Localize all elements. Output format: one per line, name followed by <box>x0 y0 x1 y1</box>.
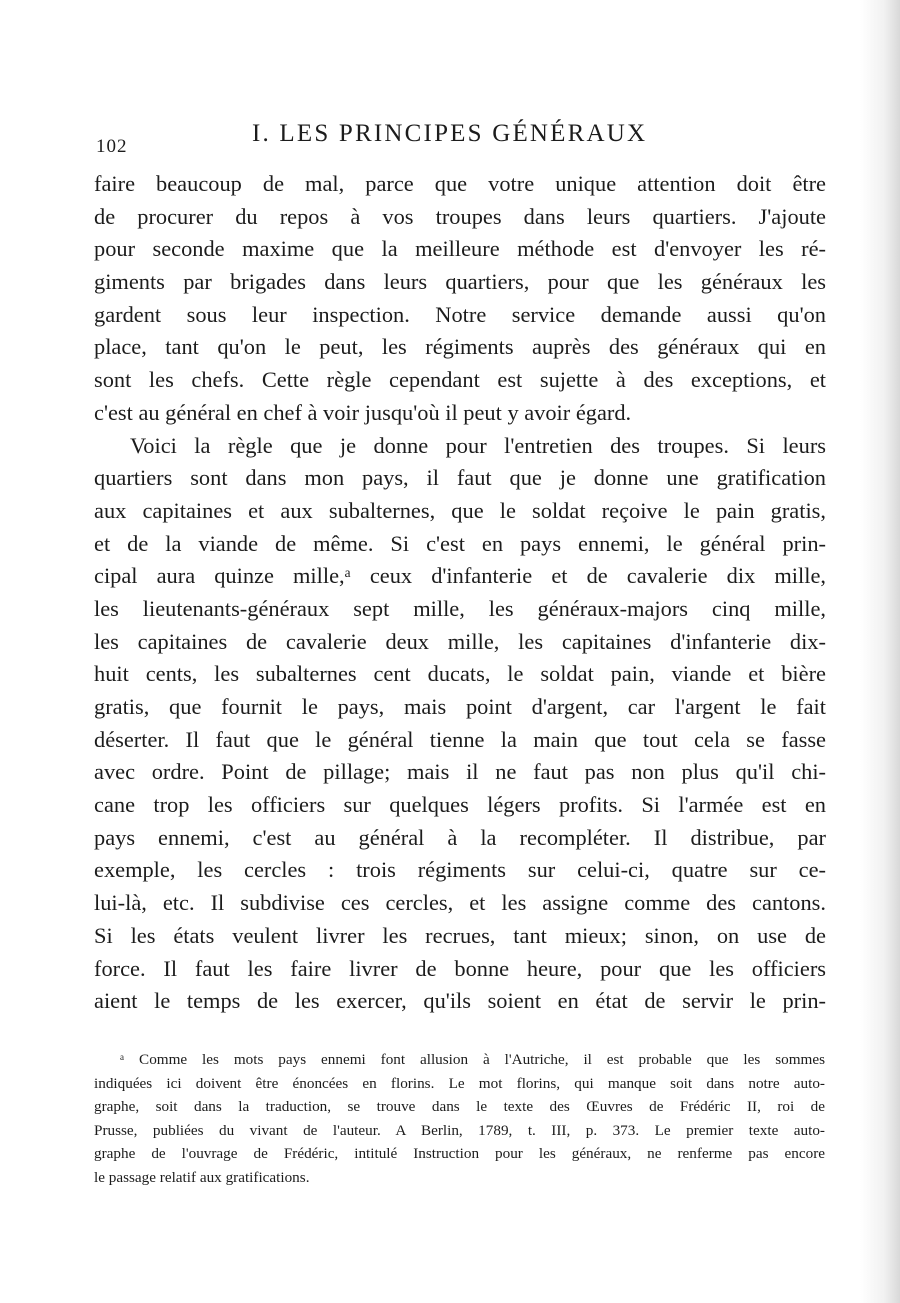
footnote-line: graphe de l'ouvrage de Frédéric, intitulé Instruction pour les généraux, ne renferme pas encore <box>94 1145 825 1163</box>
text-line: aient le temps de les exercer, qu'ils soient en état de servir le prin- <box>94 988 826 1014</box>
text-line: les lieutenants-généraux sept mille, les généraux-majors cinq mille, <box>94 595 826 621</box>
text-line: et de la viande de même. Si c'est en pays ennemi, le général prin- <box>94 530 826 556</box>
footnote-line: graphe, soit dans la traduction, se trouve dans le texte des Œuvres de Frédéric II, roi de <box>94 1098 825 1116</box>
text-line: c'est au général en chef à voir jusqu'où il peut y avoir égard. <box>94 399 632 425</box>
text-line: Voici la règle que je donne pour l'entretien des troupes. Si leurs <box>130 432 826 458</box>
footnote-line: Prusse, publiées du vivant de l'auteur. A Berlin, 1789, t. III, p. 373. Le premier texte auto- <box>94 1121 825 1139</box>
running-title: I. LES PRINCIPES GÉNÉRAUX <box>252 120 648 147</box>
text-line: huit cents, les subalternes cent ducats, le soldat pain, viande et bière <box>94 661 826 687</box>
text-line: de procurer du repos à vos troupes dans leurs quartiers. J'ajoute <box>94 203 826 229</box>
text-line: pour seconde maxime que la meilleure méthode est d'envoyer les ré- <box>94 236 826 262</box>
text-line: les capitaines de cavalerie deux mille, les capitaines d'infanterie dix- <box>94 628 826 654</box>
text-line: giments par brigades dans leurs quartiers, pour que les généraux les <box>94 269 826 295</box>
text-line: faire beaucoup de mal, parce que votre unique attention doit être <box>94 171 826 196</box>
text-line: sont les chefs. Cette règle cependant est sujette à des exceptions, et <box>94 367 826 393</box>
text-line: cane trop les officiers sur quelques légers profits. Si l'armée est en <box>94 792 826 818</box>
text-line: aux capitaines et aux subalternes, que le soldat reçoive le pain gratis, <box>94 497 826 523</box>
footnote <box>94 1048 825 1190</box>
text-line: lui-là, etc. Il subdivise ces cercles, et les assigne comme des cantons. <box>94 890 826 916</box>
text-line: déserter. Il faut que le général tienne la main que tout cela se fasse <box>94 726 826 752</box>
text-line: exemple, les cercles : trois régiments sur celui-ci, quatre sur ce- <box>94 857 826 883</box>
text-line: quartiers sont dans mon pays, il faut que je donne une gratification <box>94 465 826 491</box>
main-text <box>94 168 826 1018</box>
text-line: cipal aura quinze mille,ᵃ ceux d'infanterie et de cavalerie dix mille, <box>94 563 826 589</box>
text-line: gratis, que fournit le pays, mais point d'argent, car l'argent le fait <box>94 694 826 719</box>
footnote-line: ᵃ Comme les mots pays ennemi font allusion à l'Autriche, il est probable que les sommes <box>120 1051 825 1068</box>
text-line: pays ennemi, c'est au général à la recompléter. Il distribue, par <box>94 824 826 850</box>
text-line: Si les états veulent livrer les recrues, tant mieux; sinon, on use de <box>94 922 826 948</box>
page-number: 102 <box>96 136 128 157</box>
text-line: avec ordre. Point de pillage; mais il ne faut pas non plus qu'il chi- <box>94 759 826 785</box>
text-line: force. Il faut les faire livrer de bonne heure, pour que les officiers <box>94 955 826 981</box>
text-line: place, tant qu'on le peut, les régiments auprès des généraux qui en <box>94 334 826 360</box>
footnote-line: indiquées ici doivent être énoncées en florins. Le mot florins, qui manque soit dans notre auto- <box>94 1074 825 1092</box>
footnote-line: le passage relatif aux gratifications. <box>94 1168 310 1186</box>
text-line: gardent sous leur inspection. Notre service demande aussi qu'on <box>94 301 826 327</box>
page-edge-shadow <box>860 0 900 1303</box>
